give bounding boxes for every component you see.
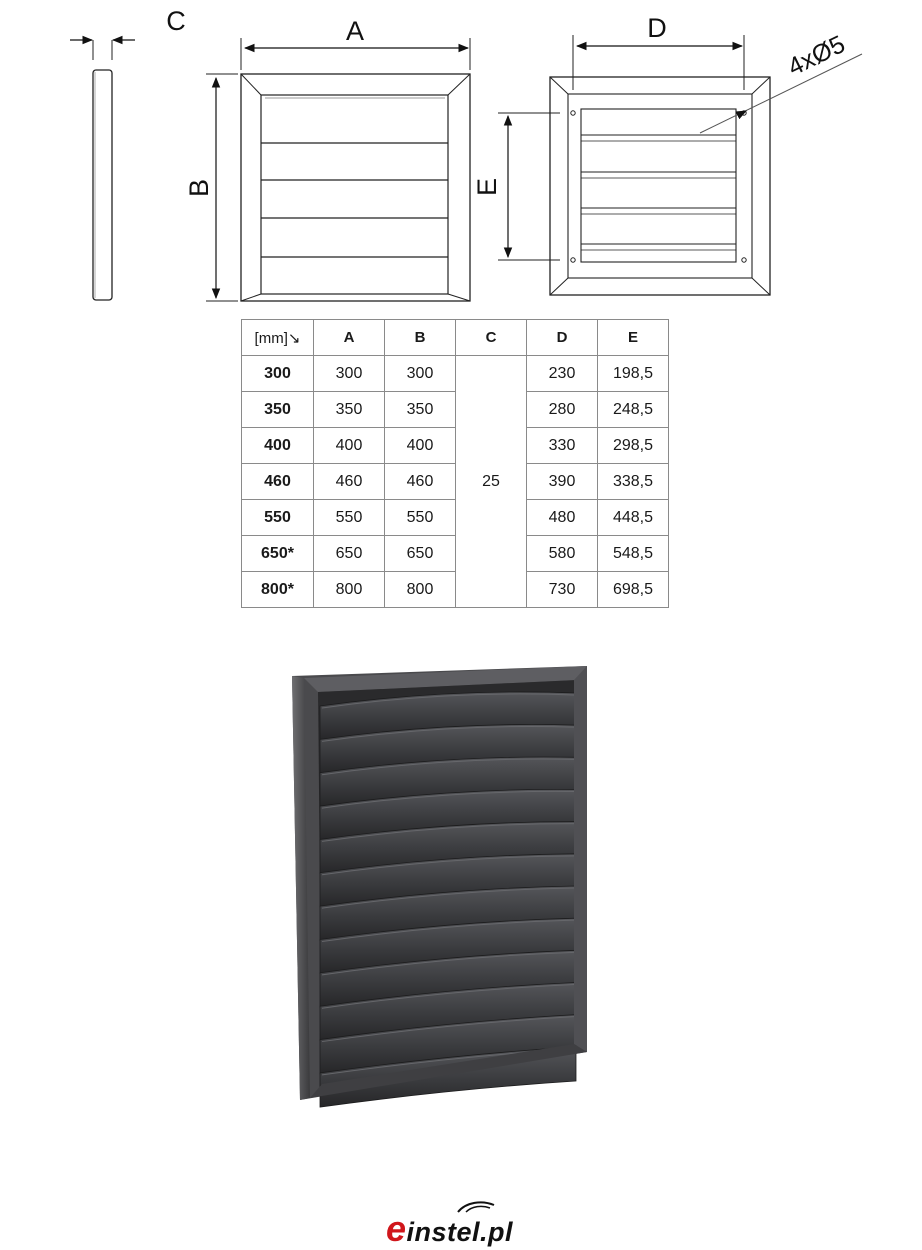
e-cell: 248,5 bbox=[598, 392, 669, 428]
front-view bbox=[184, 16, 470, 301]
table-row bbox=[242, 392, 669, 428]
logo-swoosh-icon bbox=[456, 1200, 496, 1214]
dim-e-label: E bbox=[472, 177, 502, 197]
size-cell: 650* bbox=[242, 536, 314, 572]
dimension-table bbox=[241, 319, 669, 608]
b-cell: 800 bbox=[385, 572, 456, 608]
e-cell: 198,5 bbox=[598, 356, 669, 392]
e-cell: 548,5 bbox=[598, 536, 669, 572]
a-cell: 400 bbox=[314, 428, 385, 464]
column-header: C bbox=[456, 320, 527, 356]
column-header: B bbox=[385, 320, 456, 356]
column-header: A bbox=[314, 320, 385, 356]
side-view bbox=[70, 6, 186, 300]
a-cell: 300 bbox=[314, 356, 385, 392]
frame-right-edge bbox=[574, 666, 587, 1052]
dim-a-label: A bbox=[345, 16, 365, 46]
table-row bbox=[242, 536, 669, 572]
back-view bbox=[472, 13, 862, 295]
size-cell: 800* bbox=[242, 572, 314, 608]
d-cell: 480 bbox=[527, 500, 598, 536]
e-cell: 448,5 bbox=[598, 500, 669, 536]
d-cell: 330 bbox=[527, 428, 598, 464]
d-cell: 390 bbox=[527, 464, 598, 500]
logo-e: e bbox=[386, 1208, 407, 1249]
b-cell: 650 bbox=[385, 536, 456, 572]
dim-d-label: D bbox=[647, 13, 667, 43]
table-row bbox=[242, 500, 669, 536]
product-image bbox=[280, 660, 600, 1110]
size-cell: 550 bbox=[242, 500, 314, 536]
column-header: D bbox=[527, 320, 598, 356]
e-cell: 698,5 bbox=[598, 572, 669, 608]
a-cell: 460 bbox=[314, 464, 385, 500]
brand-logo bbox=[386, 1208, 513, 1250]
logo-text: instel.pl bbox=[406, 1217, 514, 1247]
a-cell: 800 bbox=[314, 572, 385, 608]
size-cell: 300 bbox=[242, 356, 314, 392]
b-cell: 300 bbox=[385, 356, 456, 392]
b-cell: 400 bbox=[385, 428, 456, 464]
c-merged-cell: 25 bbox=[456, 356, 527, 608]
b-cell: 350 bbox=[385, 392, 456, 428]
b-cell: 460 bbox=[385, 464, 456, 500]
e-cell: 298,5 bbox=[598, 428, 669, 464]
column-header: E bbox=[598, 320, 669, 356]
d-cell: 230 bbox=[527, 356, 598, 392]
size-cell: 460 bbox=[242, 464, 314, 500]
a-cell: 650 bbox=[314, 536, 385, 572]
louver-slats bbox=[320, 692, 576, 1107]
size-cell: 400 bbox=[242, 428, 314, 464]
table-header-row bbox=[242, 320, 669, 356]
dim-b-label: B bbox=[184, 178, 214, 198]
table-row bbox=[242, 356, 669, 392]
a-cell: 350 bbox=[314, 392, 385, 428]
size-cell: 350 bbox=[242, 392, 314, 428]
b-cell: 550 bbox=[385, 500, 456, 536]
table-row bbox=[242, 572, 669, 608]
table-row bbox=[242, 464, 669, 500]
hole-callout-label: 4xØ5 bbox=[783, 30, 850, 82]
table-row bbox=[242, 428, 669, 464]
d-cell: 580 bbox=[527, 536, 598, 572]
e-cell: 338,5 bbox=[598, 464, 669, 500]
dim-c-label: C bbox=[166, 6, 186, 36]
d-cell: 280 bbox=[527, 392, 598, 428]
unit-header: [mm]↘ bbox=[242, 320, 314, 356]
technical-drawing bbox=[0, 0, 922, 312]
a-cell: 550 bbox=[314, 500, 385, 536]
d-cell: 730 bbox=[527, 572, 598, 608]
